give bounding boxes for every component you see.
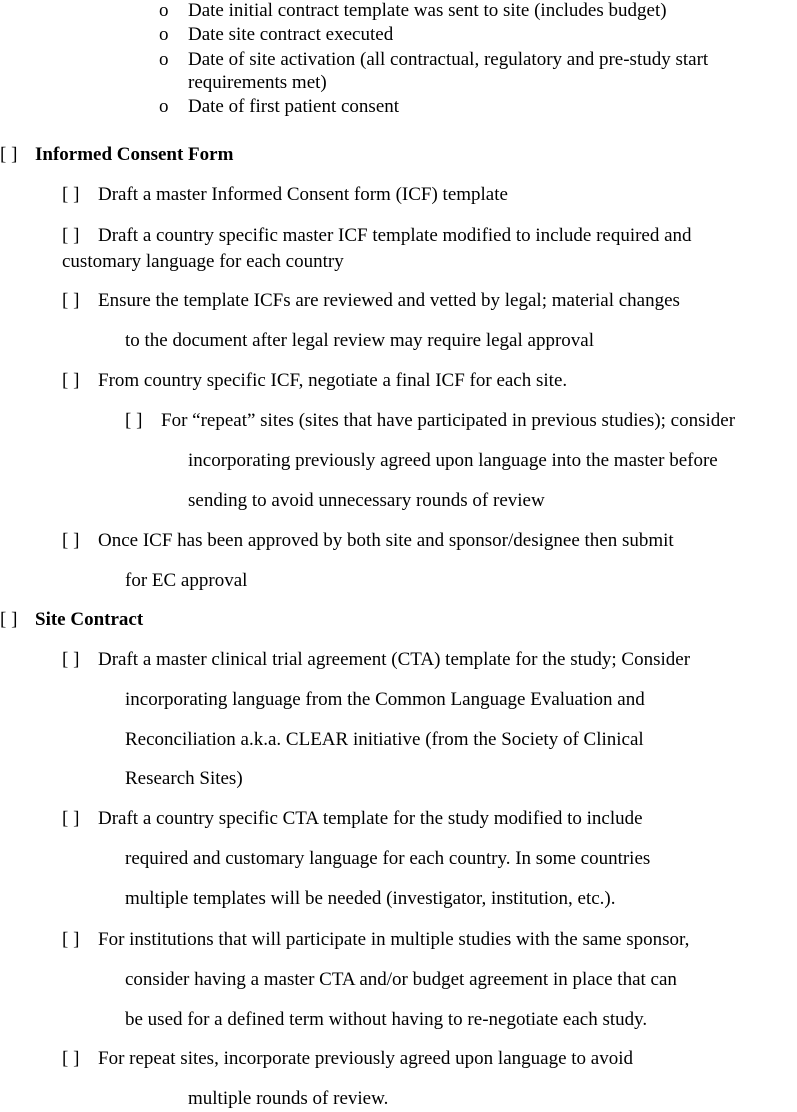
list-bullet: o — [159, 24, 169, 45]
item-checkbox[interactable]: [ ] — [62, 929, 80, 950]
checklist-item-text: customary language for each country — [62, 251, 344, 272]
checklist-subitem-text: For “repeat” sites (sites that have participated in previous studies); consider — [161, 410, 736, 431]
checklist-item-text: Draft a master clinical trial agreement (CTA) template for the study; Consider — [98, 649, 691, 670]
checklist-item-text: For institutions that will participate in multiple studies with the same sponsor, — [98, 929, 690, 950]
checklist-item-text: multiple rounds of review. — [188, 1088, 389, 1109]
checklist-subitem-text: sending to avoid unnecessary rounds of review — [188, 490, 545, 511]
section-title-contract: Site Contract — [35, 609, 144, 630]
checklist-item-text: Draft a country specific master ICF template modified to include required and — [98, 225, 692, 246]
list-bullet: o — [159, 96, 169, 117]
item-checkbox[interactable]: [ ] — [62, 225, 80, 246]
checklist-item-text: be used for a defined term without having to re-negotiate each study. — [125, 1009, 648, 1030]
checklist-item-text: Research Sites) — [125, 768, 243, 789]
item-checkbox[interactable]: [ ] — [62, 649, 80, 670]
list-bullet: o — [159, 49, 169, 70]
item-checkbox[interactable]: [ ] — [62, 1048, 80, 1069]
checklist-item-text: Once ICF has been approved by both site and sponsor/designee then submit — [98, 530, 674, 551]
checklist-item-text: to the document after legal review may require legal approval — [125, 330, 594, 351]
list-item-text: requirements met) — [188, 72, 327, 93]
item-checkbox[interactable]: [ ] — [62, 290, 80, 311]
item-checkbox[interactable]: [ ] — [62, 530, 80, 551]
checklist-item-text: Draft a country specific CTA template for the study modified to include — [98, 808, 643, 829]
checklist-item-text: For repeat sites, incorporate previously agreed upon language to avoid — [98, 1048, 633, 1069]
list-bullet: o — [159, 0, 169, 21]
list-item-text: Date site contract executed — [188, 24, 394, 45]
checklist-item-text: required and customary language for each country. In some countries — [125, 848, 651, 869]
checklist-item-text: consider having a master CTA and/or budget agreement in place that can — [125, 969, 677, 990]
subitem-checkbox[interactable]: [ ] — [125, 410, 143, 431]
checklist-item-text: Ensure the template ICFs are reviewed and vetted by legal; material changes — [98, 290, 680, 311]
item-checkbox[interactable]: [ ] — [62, 184, 80, 205]
list-item-text: Date of first patient consent — [188, 96, 400, 117]
section-checkbox[interactable]: [ ] — [0, 609, 18, 630]
section-title-icf: Informed Consent Form — [35, 144, 234, 165]
checklist-item-text: for EC approval — [125, 570, 248, 591]
checklist-item-text: Draft a master Informed Consent form (ICF) template — [98, 184, 508, 205]
checklist-subitem-text: incorporating previously agreed upon language into the master before — [188, 450, 718, 471]
section-checkbox[interactable]: [ ] — [0, 144, 18, 165]
checklist-item-text: From country specific ICF, negotiate a final ICF for each site. — [98, 370, 568, 391]
item-checkbox[interactable]: [ ] — [62, 808, 80, 829]
item-checkbox[interactable]: [ ] — [62, 370, 80, 391]
checklist-item-text: incorporating language from the Common Language Evaluation and — [125, 689, 645, 710]
list-item-text: Date initial contract template was sent to site (includes budget) — [188, 0, 667, 21]
list-item-text: Date of site activation (all contractual, regulatory and pre-study start — [188, 49, 709, 70]
checklist-item-text: multiple templates will be needed (investigator, institution, etc.). — [125, 888, 616, 909]
checklist-item-text: Reconciliation a.k.a. CLEAR initiative (from the Society of Clinical — [125, 729, 644, 750]
